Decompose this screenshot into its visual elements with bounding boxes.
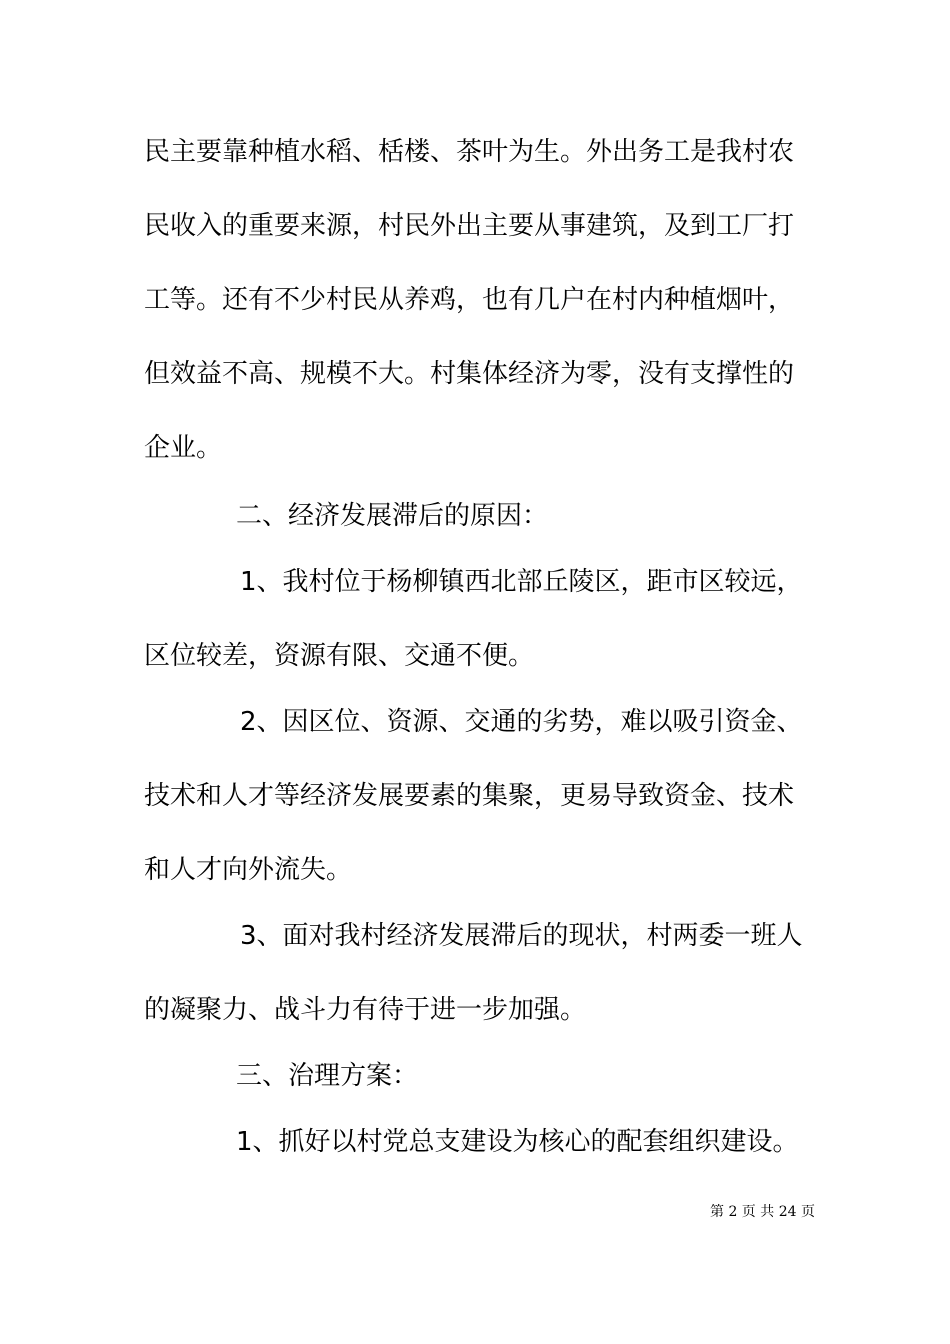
list-item: 2、因区位、资源、交通的劣势，难以吸引资金、 — [240, 707, 803, 737]
paragraph-line: 民主要靠种植水稻、栝楼、茶叶为生。外出务工是我村农 — [144, 137, 795, 167]
list-item: 1、我村位于杨柳镇西北部丘陵区，距市区较远， — [240, 567, 803, 597]
paragraph-line: 民收入的重要来源，村民外出主要从事建筑，及到工厂打 — [144, 211, 795, 241]
list-item: 1、抓好以村党总支建设为核心的配套组织建设。 — [236, 1127, 799, 1157]
paragraph-line: 工等。还有不少村民从养鸡，也有几户在村内种植烟叶， — [144, 285, 795, 315]
section-heading: 二、经济发展滞后的原因： — [236, 501, 549, 531]
paragraph-line: 区位较差，资源有限、交通不便。 — [144, 641, 535, 671]
paragraph-line: 的凝聚力、战斗力有待于进一步加强。 — [144, 995, 587, 1025]
paragraph-line: 和人才向外流失。 — [144, 855, 353, 885]
list-item: 3、面对我村经济发展滞后的现状，村两委一班人 — [240, 921, 803, 951]
paragraph-line: 但效益不高、规模不大。村集体经济为零，没有支撑性的 — [144, 359, 795, 389]
section-heading: 三、治理方案： — [236, 1061, 419, 1091]
page-number: 第 2 页 共 24 页 — [710, 1204, 815, 1220]
paragraph-line: 技术和人才等经济发展要素的集聚，更易导致资金、技术 — [144, 781, 795, 811]
paragraph-line: 企业。 — [144, 433, 223, 463]
